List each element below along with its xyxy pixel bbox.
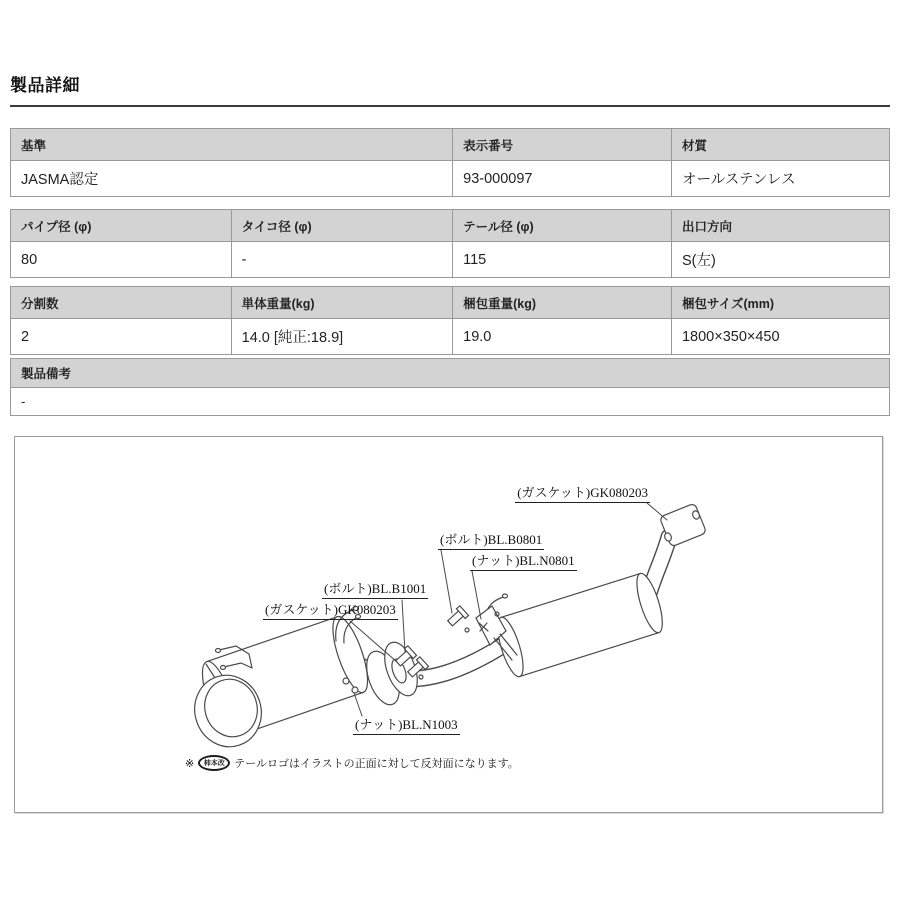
- part-label-nut-n0801: (ナット)BL.N0801: [470, 553, 577, 571]
- cell-value: 19.0: [453, 319, 672, 355]
- table-header-row: [11, 129, 890, 161]
- column-header: 分割数: [11, 287, 232, 319]
- diagram-footnote: [185, 755, 519, 771]
- page-title: 製品詳細: [10, 76, 80, 95]
- spec-table-diameters: [10, 209, 890, 278]
- footnote-marker: ※: [185, 757, 195, 770]
- column-header: 材質: [672, 129, 890, 161]
- column-header: 出口方向: [671, 210, 889, 242]
- table-header-row: [11, 359, 890, 388]
- table-value-row: [11, 242, 890, 278]
- part-label-gasket-mid: (ガスケット)GK080203: [263, 602, 398, 620]
- cell-value: 115: [453, 242, 672, 278]
- column-header: 単体重量(kg): [231, 287, 453, 319]
- table-header-row: [11, 287, 890, 319]
- cell-value: S(左): [671, 242, 889, 278]
- part-label-bolt-b0801: (ボルト)BL.B0801: [438, 532, 544, 550]
- table-header-row: [11, 210, 890, 242]
- column-header: 梱包重量(kg): [453, 287, 672, 319]
- table-value-row: [11, 319, 890, 355]
- front-pipe-flange: [659, 503, 706, 547]
- table-value-row: [11, 388, 890, 416]
- column-header: 梱包サイズ(mm): [671, 287, 889, 319]
- column-header: パイプ径 (φ): [11, 210, 232, 242]
- spec-table-certification: [10, 128, 890, 197]
- column-header: テール径 (φ): [453, 210, 672, 242]
- footnote-text: テールロゴはイラストの正面に対して反対面になります。: [234, 758, 519, 770]
- cell-value: オールステンレス: [672, 161, 890, 197]
- spec-table-weights: [10, 286, 890, 355]
- column-header: 製品備考: [11, 359, 890, 388]
- cell-value: 93-000097: [453, 161, 672, 197]
- cell-value: 14.0 [純正:18.9]: [231, 319, 453, 355]
- sub-muffler: [492, 571, 667, 679]
- table-value-row: [11, 161, 890, 197]
- exhaust-diagram-panel: [14, 436, 883, 813]
- spec-table-notes: [10, 358, 890, 416]
- column-header: 表示番号: [453, 129, 672, 161]
- part-label-bolt-b1001: (ボルト)BL.B1001: [322, 581, 428, 599]
- cell-value: JASMA認定: [11, 161, 453, 197]
- cell-value: 80: [11, 242, 232, 278]
- cell-value: 2: [11, 319, 232, 355]
- kakimoto-logo: 柿本改: [198, 755, 230, 771]
- cell-value: 1800×350×450: [671, 319, 889, 355]
- title-divider: [10, 105, 890, 107]
- cell-value: -: [231, 242, 453, 278]
- column-header: タイコ径 (φ): [231, 210, 453, 242]
- bolt-b0801: [446, 606, 469, 628]
- part-label-nut-n1003: (ナット)BL.N1003: [353, 717, 460, 735]
- part-label-gasket-top: (ガスケット)GK080203: [515, 485, 650, 503]
- column-header: 基準: [11, 129, 453, 161]
- cell-value: -: [11, 388, 890, 416]
